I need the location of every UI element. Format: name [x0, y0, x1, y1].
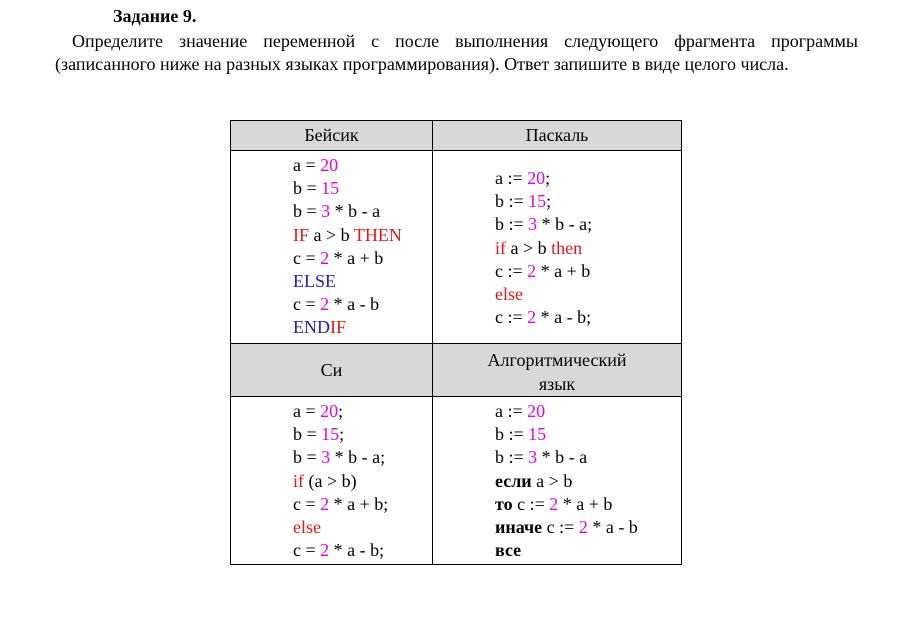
code-line	[293, 247, 402, 270]
code-text: a :=	[495, 168, 528, 188]
task-text: Определите значение переменной c после выполнения следующего фрагмента программы (записанного ниже на разных языках программирования). Ответ запишите в виде целого числа.	[55, 31, 858, 74]
code-text: b =	[293, 201, 322, 222]
code-number: 15	[321, 424, 340, 445]
code-text: * a + b	[536, 260, 591, 281]
code-keyword: END	[293, 317, 330, 338]
header-c: Си	[231, 344, 433, 397]
code-number: 3	[321, 447, 331, 468]
code-number: 20	[527, 401, 546, 421]
code-line	[495, 237, 592, 260]
code-number: 2	[320, 247, 330, 268]
code-number: 2	[527, 307, 537, 328]
header-algo	[433, 344, 682, 397]
code-text: c :=	[495, 260, 528, 281]
code-line	[293, 470, 388, 493]
code-cell-c	[231, 397, 433, 565]
code-number: 15	[528, 424, 547, 445]
code-line	[293, 493, 388, 516]
code-text: ;	[338, 401, 344, 421]
code-keyword: IF	[330, 317, 347, 338]
code-text: a =	[293, 401, 321, 421]
code-block-algo	[495, 400, 638, 562]
code-block-basic	[293, 154, 402, 340]
code-number: 15	[528, 191, 547, 212]
code-text: c =	[293, 294, 321, 315]
code-block-c	[293, 400, 388, 562]
code-line	[293, 316, 402, 339]
code-text: b :=	[495, 447, 529, 468]
code-line	[495, 283, 592, 306]
code-keyword: then	[551, 237, 583, 258]
header-algo-line2: язык	[538, 374, 576, 394]
code-number: 3	[528, 214, 538, 235]
code-text: c =	[293, 540, 321, 561]
code-keyword: else	[293, 517, 321, 538]
code-number: 3	[321, 201, 331, 222]
code-comparison-table	[230, 120, 682, 565]
code-line	[293, 539, 388, 562]
code-keyword: else	[495, 284, 523, 305]
code-number: 20	[527, 168, 546, 188]
code-text: * b - a;	[330, 447, 386, 468]
code-number: 3	[528, 447, 538, 468]
code-text: a :=	[495, 401, 528, 421]
code-keyword: то	[495, 493, 513, 514]
code-line	[495, 423, 638, 446]
code-text: * a + b	[329, 247, 384, 268]
code-keyword: if	[293, 470, 304, 491]
code-line	[293, 200, 402, 223]
code-text: a > b	[531, 470, 573, 491]
code-text: * a - b;	[536, 307, 592, 328]
code-text: c :=	[495, 307, 528, 328]
code-text: b :=	[495, 214, 529, 235]
code-line	[495, 400, 638, 423]
code-text: * a - b;	[329, 540, 385, 561]
code-number: 2	[320, 540, 330, 561]
code-line	[495, 446, 638, 469]
code-text: a > b	[506, 237, 552, 258]
code-line	[293, 270, 402, 293]
code-text: b :=	[495, 191, 529, 212]
code-line	[293, 423, 388, 446]
code-number: 2	[320, 294, 330, 315]
code-text: c :=	[512, 493, 550, 514]
code-cell-algo	[433, 397, 682, 565]
code-text: c =	[293, 247, 321, 268]
header-basic: Бейсик	[231, 121, 433, 151]
code-text: c :=	[542, 517, 579, 538]
code-text: a > b	[309, 224, 354, 245]
code-text: * b - a;	[537, 214, 593, 235]
code-number: 2	[527, 260, 537, 281]
code-text: ;	[339, 424, 345, 445]
code-line	[293, 446, 388, 469]
code-keyword: if	[495, 237, 506, 258]
header-algo-line1: Алгоритмический	[487, 350, 627, 370]
code-line	[293, 154, 402, 177]
code-text: b =	[293, 178, 322, 199]
code-line	[495, 190, 592, 213]
code-text: ;	[546, 191, 552, 212]
code-text: * b - a	[537, 447, 588, 468]
code-number: 20	[320, 155, 339, 175]
code-line	[293, 224, 402, 247]
code-text: b :=	[495, 424, 529, 445]
code-number: 2	[320, 493, 330, 514]
code-line	[293, 293, 402, 316]
code-keyword: IF	[293, 224, 310, 245]
code-text: a =	[293, 155, 321, 175]
code-number: 15	[321, 178, 340, 199]
code-keyword: ELSE	[293, 271, 336, 292]
code-keyword: THEN	[353, 224, 402, 245]
code-text: * b - a	[330, 201, 381, 222]
code-line	[495, 470, 638, 493]
code-text: b =	[293, 447, 322, 468]
code-line	[495, 306, 592, 329]
code-line	[495, 539, 638, 562]
code-text: c =	[293, 493, 321, 514]
code-line	[293, 516, 388, 539]
code-number: 2	[578, 517, 588, 538]
code-keyword: все	[495, 540, 522, 561]
code-cell-basic	[231, 151, 433, 344]
code-text: * a + b	[558, 493, 613, 514]
header-pascal: Паскаль	[433, 121, 682, 151]
code-line	[495, 213, 592, 236]
code-line	[495, 516, 638, 539]
code-cell-pascal	[433, 151, 682, 344]
code-keyword: иначе	[495, 517, 543, 538]
code-text: * a + b;	[329, 493, 389, 514]
code-line	[495, 493, 638, 516]
code-line	[293, 400, 388, 423]
code-number: 2	[549, 493, 559, 514]
code-line	[495, 167, 592, 190]
code-line	[495, 260, 592, 283]
code-text: (a > b)	[304, 470, 357, 491]
code-line	[293, 177, 402, 200]
code-text: * a - b	[329, 294, 380, 315]
code-keyword: если	[495, 470, 532, 491]
task-title: Задание 9.	[113, 6, 197, 26]
code-number: 20	[320, 401, 339, 421]
code-text: b =	[293, 424, 322, 445]
code-text: ;	[545, 168, 551, 188]
code-block-pascal	[495, 167, 592, 329]
code-text: * a - b	[587, 517, 638, 538]
